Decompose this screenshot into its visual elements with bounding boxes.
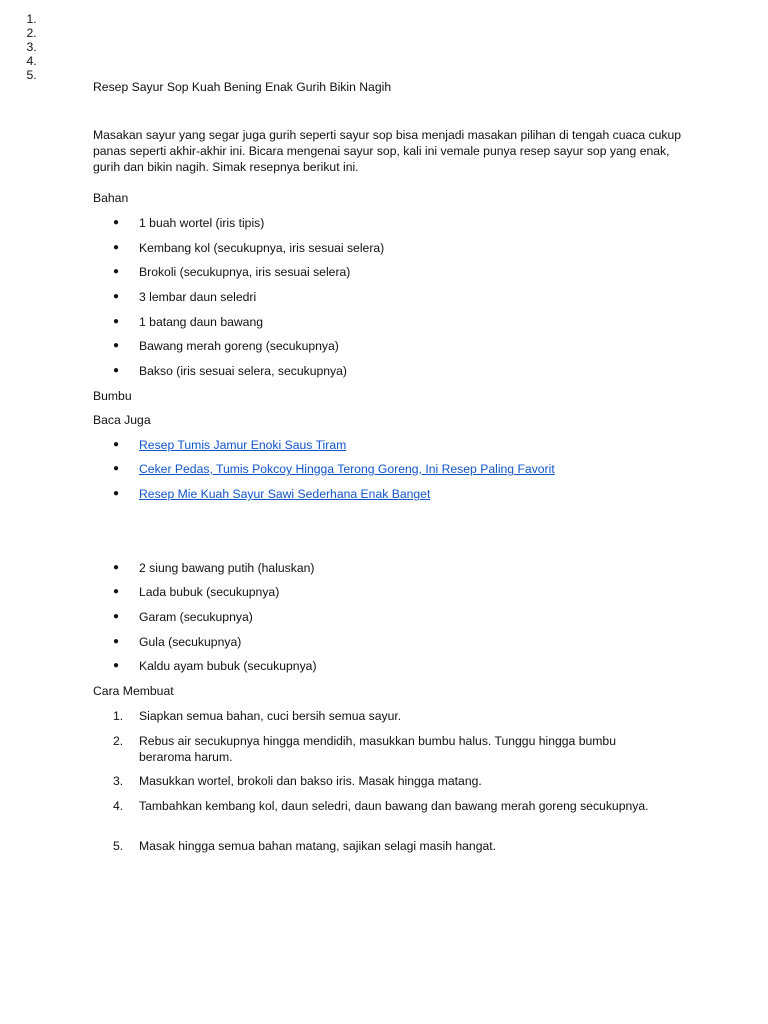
bullet-icon: ●	[113, 340, 120, 351]
bahan-heading: Bahan	[93, 191, 129, 205]
bullet-icon: ●	[113, 217, 120, 228]
bullet-icon: ●	[113, 316, 120, 327]
intro-paragraph: Masakan sayur yang segar juga gurih seperti sayur sop bisa menjadi masakan pilihan di tengah cuaca cukup panas seperti akhir-akhir ini. Bicara mengenai sayur sop, kali ini vemale punya resep sayur sop yang enak, gurih dan bikin nagih. Simak resepnya berikut ini.	[93, 128, 682, 174]
list-item-text: Kaldu ayam bubuk (secukupnya)	[139, 659, 317, 673]
list-item-text: 1 batang daun bawang	[139, 315, 264, 329]
step-number: 2. 2.	[113, 734, 124, 748]
bullet-icon: ●	[113, 660, 120, 671]
bullet-icon: ●	[113, 439, 120, 450]
step-text: Rebus air secukupnya hingga mendidih, masukkan bumbu halus. Tunggu hingga bumbu beraroma harum.	[139, 734, 616, 764]
list-item-text: Brokoli (secukupnya, iris sesuai selera)	[139, 265, 351, 279]
bullet-icon: ●	[113, 365, 120, 376]
bullet-icon: ●	[113, 636, 120, 647]
bullet-icon: ●	[113, 611, 120, 622]
related-article-link[interactable]: Resep Mie Kuah Sayur Sawi Sederhana Enak Banget	[139, 487, 431, 501]
list-item-text: 1 buah wortel (iris tipis)	[139, 216, 265, 230]
list-item-text: Bawang merah goreng (secukupnya)	[139, 339, 339, 353]
list-item-text: 3 lembar daun seledri	[139, 290, 257, 304]
step-number: 4. 4.	[113, 799, 124, 813]
related-article-link[interactable]: Resep Tumis Jamur Enoki Saus Tiram	[139, 438, 347, 452]
step-text: Masukkan wortel, brokoli dan bakso iris. Masak hingga matang.	[139, 774, 482, 788]
step-text: Siapkan semua bahan, cuci bersih semua sayur.	[139, 709, 402, 723]
step-text: Masak hingga semua bahan matang, sajikan selagi masih hangat.	[139, 839, 497, 853]
document-title: Resep Sayur Sop Kuah Bening Enak Gurih Bikin Nagih	[93, 80, 392, 94]
bullet-icon: ●	[113, 291, 120, 302]
bullet-icon: ●	[113, 266, 120, 277]
related-article-link[interactable]: Ceker Pedas, Tumis Pokcoy Hingga Terong Goreng, Ini Resep Paling Favorit	[139, 462, 555, 476]
bullet-icon: ●	[113, 488, 120, 499]
bullet-icon: ●	[113, 586, 120, 597]
step-text: Tambahkan kembang kol, daun seledri, daun bawang dan bawang merah goreng secukupnya.	[139, 799, 649, 813]
list-item-text: Lada bubuk (secukupnya)	[139, 585, 280, 599]
list-item-text: Garam (secukupnya)	[139, 610, 253, 624]
bumbu-heading: Bumbu	[93, 389, 132, 403]
bullet-icon: ●	[113, 562, 120, 573]
bullet-icon: ●	[113, 463, 120, 474]
step-number: 1. 1.	[113, 709, 124, 723]
list-item-text: Bakso (iris sesuai selera, secukupnya)	[139, 364, 347, 378]
list-item-text: Kembang kol (secukupnya, iris sesuai selera)	[139, 241, 385, 255]
step-number: 3. 3.	[113, 774, 124, 788]
list-item-text: Gula (secukupnya)	[139, 635, 242, 649]
bullet-icon: ●	[113, 242, 120, 253]
step-number: 5. 5.	[113, 839, 124, 853]
baca-juga-heading: Baca Juga	[93, 413, 151, 427]
list-item-text: 2 siung bawang putih (haluskan)	[139, 561, 315, 575]
cara-membuat-heading: Cara Membuat	[93, 684, 174, 698]
